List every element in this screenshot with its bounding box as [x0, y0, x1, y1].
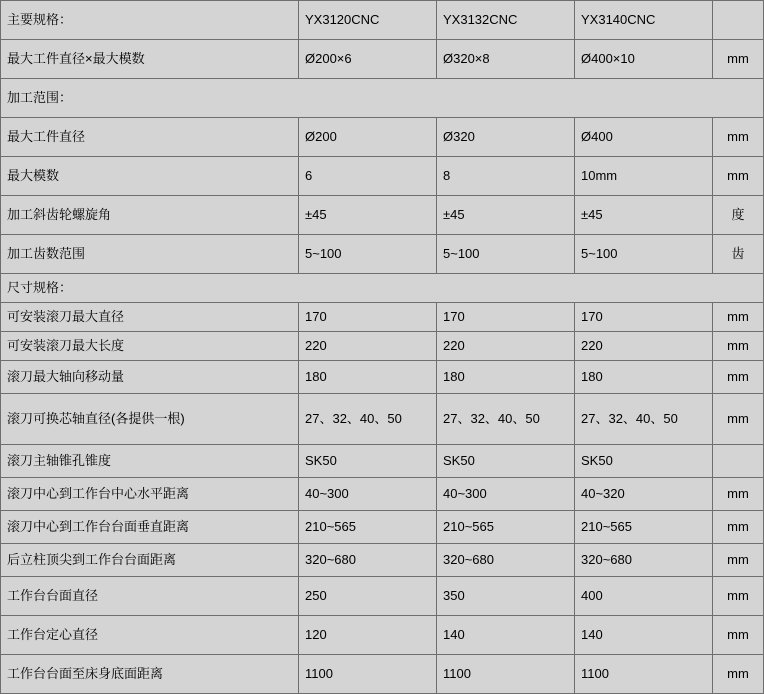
cell-value-1: 5~100	[299, 235, 437, 274]
row-label: 可安装滚刀最大直径	[1, 303, 299, 332]
cell-value-3: 27、32、40、50	[575, 394, 713, 445]
table-row	[1, 655, 764, 694]
table-row	[1, 445, 764, 478]
unit-cell: mm	[713, 577, 764, 616]
table-header-model-3: YX3140CNC	[575, 1, 713, 40]
row-label: 可安装滚刀最大长度	[1, 332, 299, 361]
unit-cell: mm	[713, 394, 764, 445]
cell-value-2: 170	[437, 303, 575, 332]
unit-cell: mm	[713, 478, 764, 511]
cell-value-2: 5~100	[437, 235, 575, 274]
cell-value-2: 350	[437, 577, 575, 616]
cell-value-3: 10mm	[575, 157, 713, 196]
section-title: 尺寸规格：	[1, 274, 764, 303]
cell-value-3: Ø400	[575, 118, 713, 157]
row-label: 最大工件直径	[1, 118, 299, 157]
cell-value-3: 220	[575, 332, 713, 361]
row-label: 加工斜齿轮螺旋角	[1, 196, 299, 235]
unit-cell: 齿	[713, 235, 764, 274]
row-label: 工作台定心直径	[1, 616, 299, 655]
unit-cell	[713, 445, 764, 478]
unit-cell: mm	[713, 118, 764, 157]
unit-cell: mm	[713, 40, 764, 79]
unit-cell	[713, 1, 764, 40]
cell-value-2: Ø320	[437, 118, 575, 157]
cell-value-2: 180	[437, 361, 575, 394]
unit-cell: mm	[713, 332, 764, 361]
cell-value-1: 250	[299, 577, 437, 616]
cell-value-1: SK50	[299, 445, 437, 478]
table-row	[1, 616, 764, 655]
row-label: 工作台台面至床身底面距离	[1, 655, 299, 694]
cell-value-3: SK50	[575, 445, 713, 478]
cell-value-1: 180	[299, 361, 437, 394]
cell-value-3: 140	[575, 616, 713, 655]
table-row	[1, 40, 764, 79]
cell-value-3: 400	[575, 577, 713, 616]
cell-value-1: 320~680	[299, 544, 437, 577]
row-label: 最大模数	[1, 157, 299, 196]
cell-value-1: 6	[299, 157, 437, 196]
table-row	[1, 303, 764, 332]
cell-value-1: 220	[299, 332, 437, 361]
row-label: 滚刀中心到工作台中心水平距离	[1, 478, 299, 511]
table-header-model-1: YX3120CNC	[299, 1, 437, 40]
row-label: 滚刀可换芯轴直径(各提供一根)	[1, 394, 299, 445]
table-row	[1, 118, 764, 157]
cell-value-3: Ø400×10	[575, 40, 713, 79]
unit-cell: mm	[713, 303, 764, 332]
cell-value-3: 180	[575, 361, 713, 394]
table-header-label: 主要规格：	[1, 1, 299, 40]
table-row	[1, 361, 764, 394]
cell-value-3: 5~100	[575, 235, 713, 274]
cell-value-3: 210~565	[575, 511, 713, 544]
cell-value-1: 120	[299, 616, 437, 655]
cell-value-3: ±45	[575, 196, 713, 235]
cell-value-3: 1100	[575, 655, 713, 694]
unit-cell: mm	[713, 157, 764, 196]
row-label: 最大工件直径×最大模数	[1, 40, 299, 79]
table-section-row	[1, 79, 764, 118]
table-row	[1, 577, 764, 616]
cell-value-1: Ø200	[299, 118, 437, 157]
cell-value-2: 210~565	[437, 511, 575, 544]
cell-value-1: 40~300	[299, 478, 437, 511]
table-row	[1, 394, 764, 445]
cell-value-1: 210~565	[299, 511, 437, 544]
cell-value-2: 140	[437, 616, 575, 655]
table-header-row	[1, 1, 764, 40]
unit-cell: mm	[713, 655, 764, 694]
cell-value-1: ±45	[299, 196, 437, 235]
section-title: 加工范围：	[1, 79, 764, 118]
cell-value-2: 27、32、40、50	[437, 394, 575, 445]
table-row	[1, 157, 764, 196]
cell-value-1: 1100	[299, 655, 437, 694]
table-row	[1, 478, 764, 511]
table-row	[1, 544, 764, 577]
cell-value-3: 40~320	[575, 478, 713, 511]
unit-cell: mm	[713, 544, 764, 577]
row-label: 后立柱顶尖到工作台台面距离	[1, 544, 299, 577]
cell-value-2: 220	[437, 332, 575, 361]
table-row	[1, 511, 764, 544]
cell-value-2: ±45	[437, 196, 575, 235]
table-section-row	[1, 274, 764, 303]
row-label: 滚刀主轴锥孔锥度	[1, 445, 299, 478]
unit-cell: mm	[713, 616, 764, 655]
cell-value-3: 170	[575, 303, 713, 332]
cell-value-2: Ø320×8	[437, 40, 575, 79]
table-row	[1, 196, 764, 235]
cell-value-2: 320~680	[437, 544, 575, 577]
unit-cell: 度	[713, 196, 764, 235]
cell-value-2: 8	[437, 157, 575, 196]
row-label: 工作台台面直径	[1, 577, 299, 616]
cell-value-2: 40~300	[437, 478, 575, 511]
row-label: 滚刀最大轴向移动量	[1, 361, 299, 394]
table-header-model-2: YX3132CNC	[437, 1, 575, 40]
cell-value-2: 1100	[437, 655, 575, 694]
cell-value-3: 320~680	[575, 544, 713, 577]
table-row	[1, 235, 764, 274]
cell-value-1: Ø200×6	[299, 40, 437, 79]
cell-value-2: SK50	[437, 445, 575, 478]
row-label: 加工齿数范围	[1, 235, 299, 274]
unit-cell: mm	[713, 511, 764, 544]
cell-value-1: 27、32、40、50	[299, 394, 437, 445]
unit-cell: mm	[713, 361, 764, 394]
table-row	[1, 332, 764, 361]
cell-value-1: 170	[299, 303, 437, 332]
row-label: 滚刀中心到工作台台面垂直距离	[1, 511, 299, 544]
